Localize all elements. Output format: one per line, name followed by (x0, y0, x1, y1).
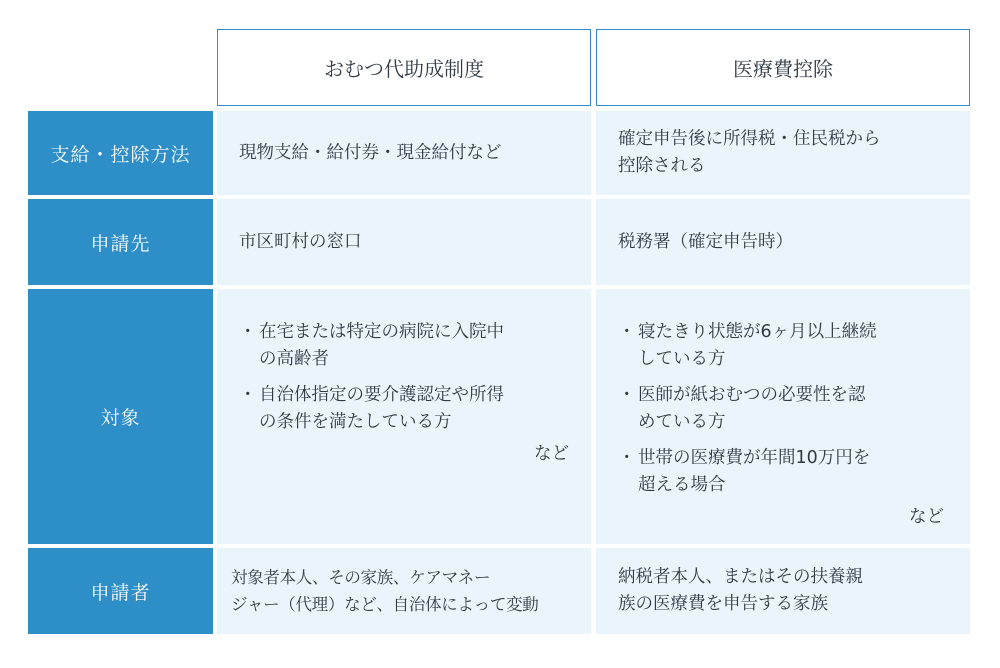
row-label-applicant-text: 申請者 (90, 581, 151, 604)
row-label-target-text: 対象 (100, 407, 141, 429)
header-col2-label: 医療費控除 (733, 57, 833, 81)
cell-target-col1 (217, 289, 591, 544)
cell-applicant-col2-line2: 族の医療費を申告する家族 (618, 594, 828, 614)
cell-method-col1-text: 現物支給・給付券・現金給付など (239, 142, 502, 163)
cell-applicant-col1-line2: ジャー（代理）など、自治体によって変動 (231, 595, 539, 614)
target-col1-etc: など (534, 444, 569, 464)
list-item-line: 在宅または特定の病院に入院中 (259, 322, 504, 342)
list-item-line: 世帯の医療費が年間10万円を (638, 448, 871, 468)
list-item-line: 寝たきり状態が6ヶ月以上継続 (638, 322, 877, 342)
row-label-target (28, 289, 213, 544)
cell-applicant-col2-line1: 納税者本人、またはその扶養親 (618, 567, 863, 587)
cell-method-col2-line1: 確定申告後に所得税・住民税から (618, 129, 881, 149)
cell-destination-col2 (596, 199, 970, 285)
list-item-line: 医師が紙おむつの必要性を認 (638, 385, 866, 405)
cell-method-col1 (217, 111, 591, 195)
cell-applicant-col1 (217, 548, 591, 634)
list-item-line: の高齢者 (259, 349, 329, 369)
list-item (618, 319, 944, 373)
bullet: ・ (618, 385, 636, 405)
bullet: ・ (618, 322, 636, 342)
cell-target-col2 (596, 289, 970, 544)
row-label-destination (28, 199, 213, 285)
bullet: ・ (618, 448, 636, 468)
list-item (618, 445, 944, 499)
row-label-applicant (28, 548, 213, 634)
list-item (239, 382, 569, 436)
cell-destination-col2-text: 税務署（確定申告時） (618, 231, 793, 252)
list-item-line: めている方 (638, 412, 726, 432)
list-item-line: 超える場合 (638, 475, 726, 495)
header-medical-deduction (596, 29, 970, 106)
cell-method-col2-line2: 控除される (618, 156, 706, 176)
row-label-method-text: 支給・控除方法 (50, 143, 191, 166)
row-label-method (28, 111, 213, 195)
header-oshitsu-subsidy (217, 29, 591, 106)
cell-applicant-col2 (596, 548, 970, 634)
bullet: ・ (239, 322, 257, 342)
list-item-line: 自治体指定の要介護認定や所得 (259, 385, 504, 405)
cell-applicant-col1-line1: 対象者本人、その家族、ケアマネー (231, 568, 491, 587)
list-item-line: の条件を満たしている方 (259, 412, 452, 432)
cell-destination-col1 (217, 199, 591, 285)
list-item (618, 382, 944, 436)
cell-method-col2 (596, 111, 970, 195)
list-item-line: している方 (638, 349, 726, 369)
target-col2-etc: など (909, 507, 944, 527)
bullet: ・ (239, 385, 257, 405)
row-label-destination-text: 申請先 (90, 232, 151, 255)
header-col1-label: おむつ代助成制度 (324, 57, 484, 81)
cell-destination-col1-text: 市区町村の窓口 (239, 231, 362, 252)
list-item (239, 319, 569, 373)
